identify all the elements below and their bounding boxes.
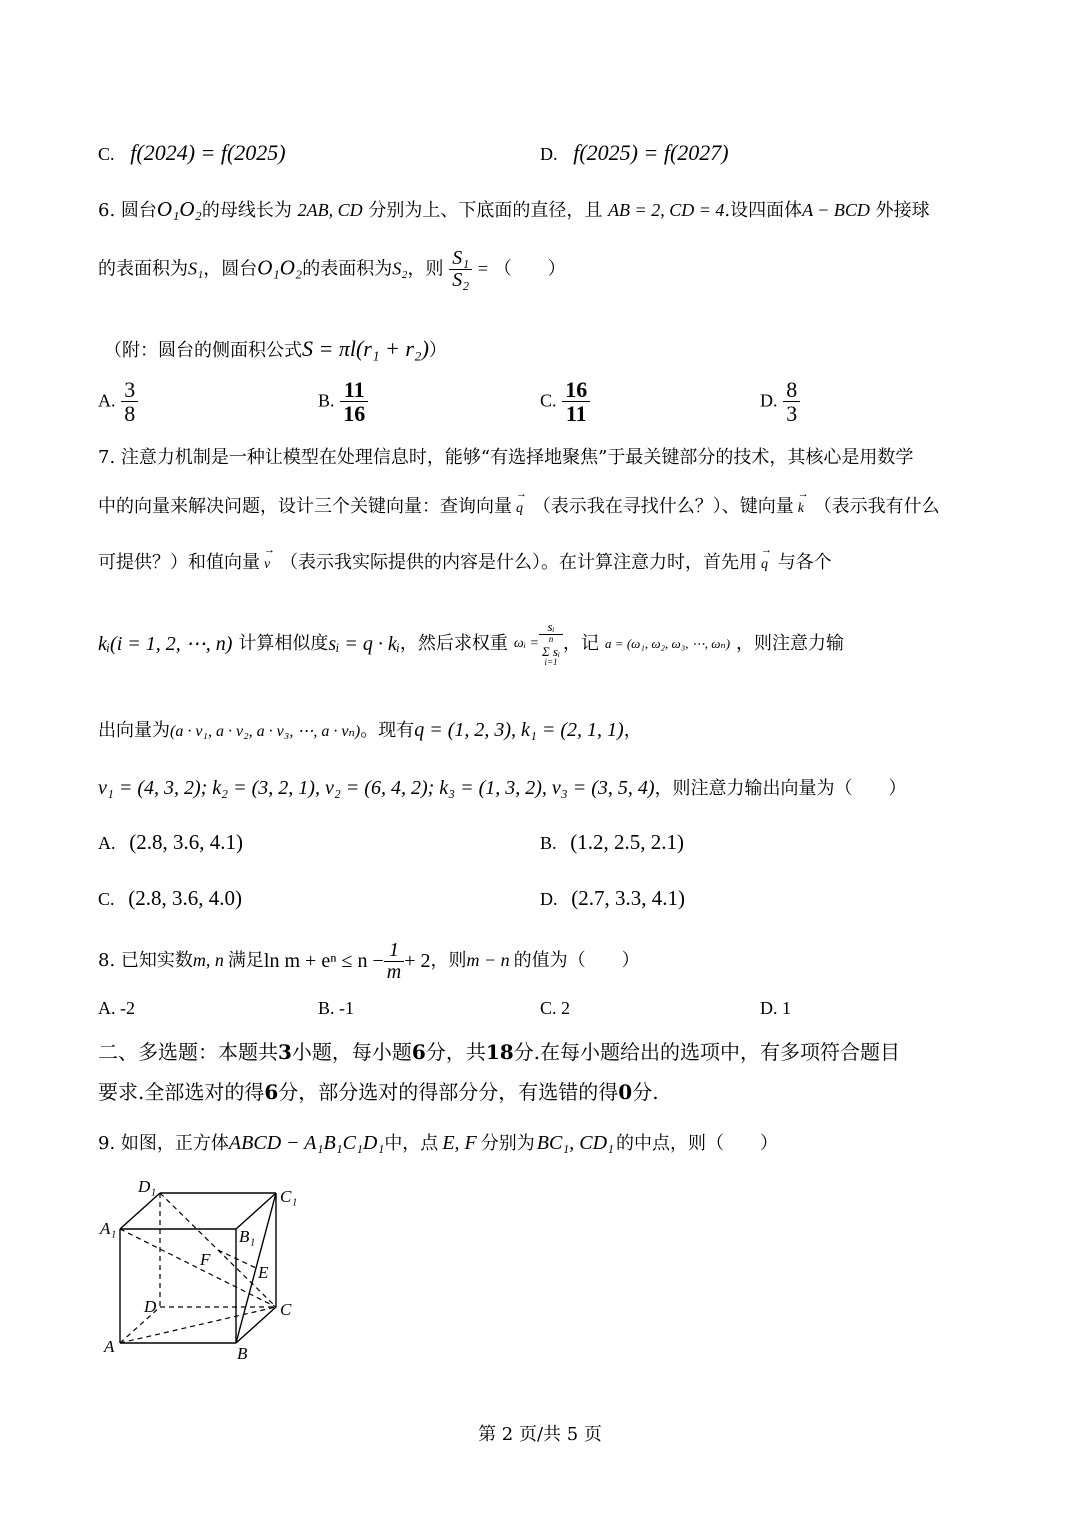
q6-note: （附：圆台的侧面积公式S = πl(r₁ + r₂)） — [104, 336, 447, 361]
q7-option-b: B. (1.2, 2.5, 2.1) — [540, 830, 684, 854]
q7-option-a: A. (2.8, 3.6, 4.1) — [98, 830, 243, 854]
label-b1: B₁ — [239, 1227, 256, 1246]
page-footer: 第 2 页/共 5 页 — [478, 1424, 602, 1445]
q6-option-c: C. $\frac{16}{11}$ — [540, 378, 590, 425]
q6-option-b: B. $\frac{11}{16}$ — [318, 378, 368, 425]
q6-option-a: A. $\frac{3}{8}$ — [98, 378, 138, 425]
label-a: A — [104, 1337, 115, 1356]
label-a1: A₁ — [100, 1219, 117, 1238]
label-e: E — [258, 1263, 269, 1282]
edge-a1-d1 — [120, 1193, 160, 1229]
label-d: D — [144, 1297, 157, 1316]
section-2-heading-line-2: 要求.全部选对的得6分，部分选对的得部分分，有选错的得0分. — [98, 1080, 659, 1104]
edge-b-c — [236, 1307, 276, 1343]
q7-line-2: 中的向量来解决问题，设计三个关键向量：查询向量→ q （表示我在寻找什么？）、键向量→ k （表示我有什么 — [98, 496, 940, 518]
segment-b-c1 — [236, 1193, 276, 1343]
q6-line-1: 6. 圆台O₁O₂的母线长为 2AB, CD 分别为上、下底面的直径，且 AB = 2, CD = 4.设四面体A − BCD 外接球 — [98, 197, 930, 221]
section-2-heading-line-1: 二、多选题：本题共3小题，每小题6分，共18分.在每小题给出的选项中，有多项符合题目 — [98, 1040, 901, 1064]
q8-stem: 8. 已知实数 m, n 满足 ln m + eⁿ ≤ n − $\frac{1}{m}$ + 2 ，则 m − n 的值为（ ） — [98, 938, 640, 983]
weight-fraction: sᵢ n Σ sᵢ i=1 — [539, 620, 563, 667]
edge-b1-c1 — [236, 1193, 276, 1229]
q6-option-d: D. $\frac{8}{3}$ — [760, 378, 800, 425]
label-c1: C₁ — [280, 1187, 298, 1206]
q5-option-d: D. f(2025) = f(2027) — [540, 140, 729, 165]
q6-line-2: 的表面积为S₁，圆台O₁O₂的表面积为S₂，则 $\frac{\text{S₁}}{\text{S₂}}$ = （ ） — [98, 247, 566, 291]
q7-line-3: 可提供？）和值向量→ v （表示我实际提供的内容是什么）。在计算注意力时，首先用→ q 与各个 — [98, 552, 832, 574]
ratio-fraction: $\frac{\text{S₁}}{\text{S₂}}$ — [449, 248, 472, 291]
frustum-symbol: O₁O₂ — [156, 197, 202, 221]
label-f: F — [200, 1250, 211, 1269]
segment-f-e — [218, 1250, 256, 1268]
q7-line-1: 7. 注意力机制是一种让模型在处理信息时，能够“有选择地聚焦”于最关键部分的技术，其核心是用数学 — [98, 447, 914, 468]
q7-line-6: v₁ = (4, 3, 2); k₂ = (3, 2, 1), v₂ = (6, 4, 2); k₃ = (1, 3, 2), v₃ = (3, 5, 4)，则注意力输出向量为（ ） — [98, 777, 907, 799]
cube-figure — [98, 1172, 313, 1362]
label-c: C — [280, 1300, 292, 1319]
q8-option-d: D. 1 — [760, 998, 791, 1018]
q9-stem: 9. 如图，正方体ABCD − A₁B₁C₁D₁中，点 E, F 分别为 BC₁, CD₁ 的中点，则（ ） — [98, 1132, 778, 1154]
label-b: B — [237, 1344, 248, 1362]
q7-line-4: kᵢ(i = 1, 2, ⋯, n) 计算相似度 sᵢ = q · kᵢ ，然后求权重 ωᵢ = sᵢ n Σ sᵢ i=1 ，记 a = (ω₁, ω₂, ω₃, ⋯, ωₙ) ，则注意力输 — [98, 619, 845, 668]
q5-option-c: C. f(2024) = f(2025) — [98, 140, 286, 165]
q7-line-5: 出向量为(a · v₁, a · v₂, a · v₃, ⋯, a · vₙ)。现有q = (1, 2, 3), k₁ = (2, 1, 1)， — [98, 719, 642, 741]
q7-option-d: D. (2.7, 3.3, 4.1) — [540, 886, 685, 910]
q8-option-b: B. -1 — [318, 998, 355, 1018]
q8-option-a: A. -2 — [98, 998, 135, 1018]
q7-option-c: C. (2.8, 3.6, 4.0) — [98, 886, 242, 910]
label-d1: D₁ — [138, 1177, 157, 1196]
q8-option-c: C. 2 — [540, 998, 571, 1018]
